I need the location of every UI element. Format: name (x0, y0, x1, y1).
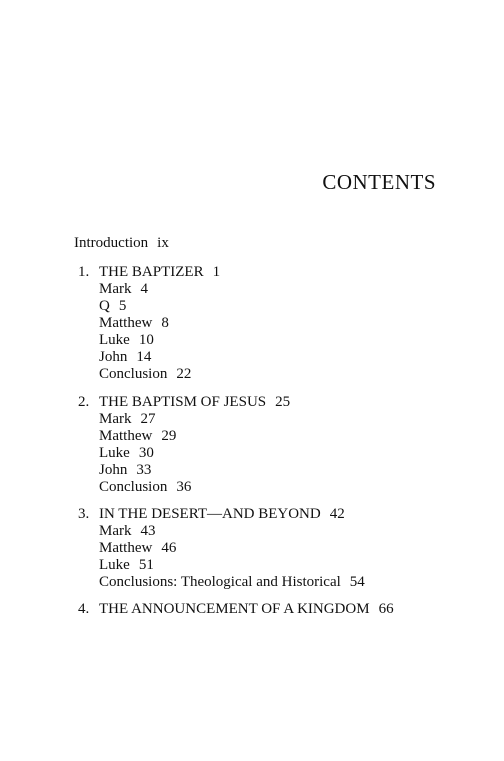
toc-entry (78, 462, 290, 479)
toc-entry-label: Matthew (99, 540, 153, 556)
toc-entry-label: Conclusions: Theological and Historical (99, 574, 341, 590)
toc-entry (78, 428, 290, 445)
toc-entry-page: 8 (161, 315, 169, 331)
chapter-heading (78, 394, 290, 411)
toc-entry (78, 411, 290, 428)
chapter-heading (78, 601, 394, 618)
chapter-title: THE BAPTIZER (99, 264, 204, 280)
toc-entry-page: 46 (161, 540, 177, 556)
toc-entry (78, 298, 220, 315)
toc-entry (78, 445, 290, 462)
chapter-number: 3. (78, 506, 90, 522)
toc-entry-label: Luke (99, 557, 130, 573)
toc-entry-page: 54 (349, 574, 365, 590)
chapter-page: 1 (212, 264, 221, 280)
toc-entry-page: 14 (136, 349, 152, 365)
chapter-2 (78, 394, 290, 496)
chapter-title: IN THE DESERT—AND BEYOND (99, 506, 321, 522)
toc-entry (78, 540, 365, 557)
page-title: CONTENTS (322, 170, 436, 194)
toc-entry-label: Matthew (99, 315, 153, 331)
chapter-number: 1. (78, 264, 90, 280)
toc-entry (78, 366, 220, 383)
toc-entry-page: 22 (176, 366, 192, 382)
toc-entry-label: John (99, 349, 128, 365)
toc-entry-label: John (99, 462, 128, 478)
toc-entry-page: 36 (176, 479, 192, 495)
chapter-1 (78, 264, 220, 383)
toc-entry-label: Luke (99, 332, 130, 348)
toc-entry-label: Conclusion (99, 366, 168, 382)
toc-entry-introduction (74, 235, 169, 252)
chapter-number: 4. (78, 601, 90, 617)
toc-entry (78, 332, 220, 349)
toc-entry (78, 574, 365, 591)
toc-entry-page: 4 (140, 281, 148, 297)
toc-entry (78, 557, 365, 574)
toc-entry-page: 43 (140, 523, 156, 539)
chapter-title: THE ANNOUNCEMENT OF A KINGDOM (99, 601, 370, 617)
toc-entry-page: 33 (136, 462, 152, 478)
toc-entry (78, 281, 220, 298)
toc-entry-page: 5 (118, 298, 127, 314)
chapter-page: 25 (275, 394, 291, 410)
toc-entry-label: Mark (99, 523, 132, 539)
toc-entry-label: Conclusion (99, 479, 168, 495)
chapter-page: 66 (378, 601, 394, 617)
chapter-3 (78, 506, 365, 591)
chapter-heading (78, 506, 365, 523)
toc-entry-label: Mark (99, 281, 132, 297)
toc-entry (78, 315, 220, 332)
toc-entry-label: Luke (99, 445, 130, 461)
toc-entry-label: Matthew (99, 428, 153, 444)
toc-entry-page: 27 (140, 411, 156, 427)
chapter-4 (78, 601, 394, 618)
toc-entry-page: 10 (138, 332, 154, 348)
chapter-number: 2. (78, 394, 90, 410)
toc-entry (78, 523, 365, 540)
toc-entry-page: 51 (138, 557, 154, 573)
toc-entry-page: 29 (161, 428, 177, 444)
chapter-page: 42 (329, 506, 345, 522)
chapter-title: THE BAPTISM OF JESUS (99, 394, 267, 410)
toc-entry-label: Mark (99, 411, 132, 427)
toc-entry (78, 479, 290, 496)
toc-entry-page: ix (157, 235, 169, 251)
toc-entry-label: Introduction (74, 235, 149, 251)
chapter-heading (78, 264, 220, 281)
toc-entry (78, 349, 220, 366)
toc-entry-label: Q (99, 298, 110, 314)
toc-entry-page: 30 (138, 445, 154, 461)
